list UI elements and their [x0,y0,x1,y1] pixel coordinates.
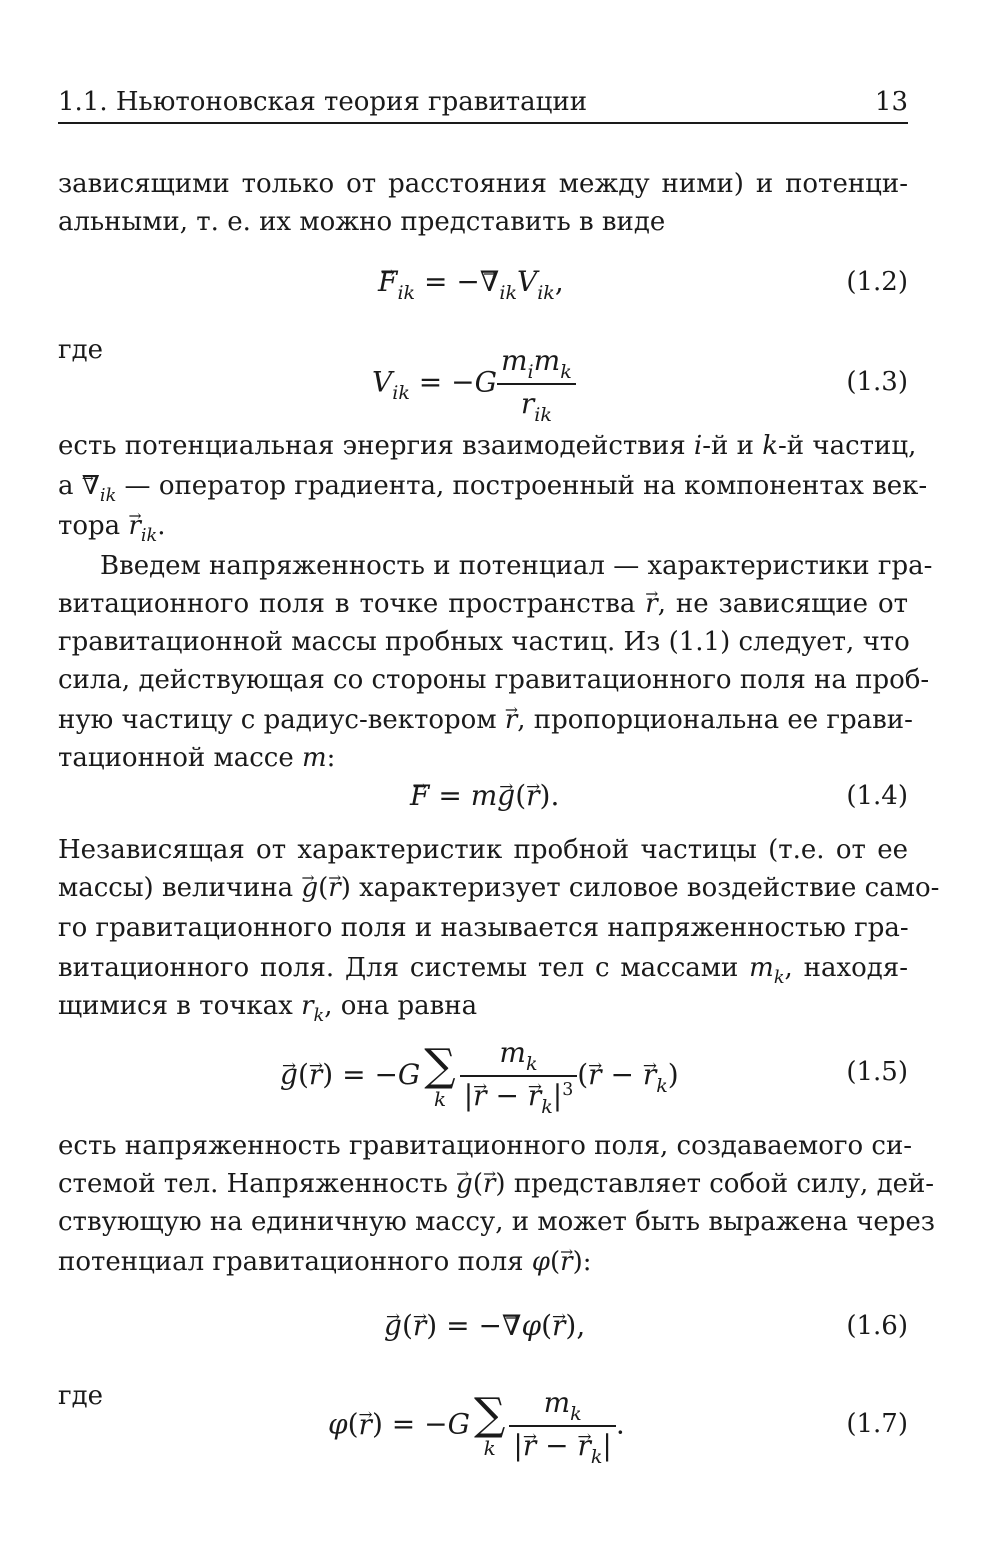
text-line: есть потенциальная энергия взаимодействия i-й и k-й частиц, [58,431,917,461]
equation-number: (1.2) [846,267,908,297]
running-title: 1.1. Ньютоновская теория гравитации [58,87,588,117]
equation-1-4: → F = m→ g(→ r). [410,776,559,816]
text-line: есть напряженность гравитационного поля, создаваемого си- [58,1131,913,1161]
text-line: Введем напряженность и потенциал — характеристики гра- [100,551,933,581]
text-line: зависящими только от расстояния между ними) и потенци- [58,169,908,199]
equation-1-7: φ(→ r) = −G ∑ k $\frac{m_k}{|\to r - \to r_k|}$ . [328,1386,625,1466]
equation-number: (1.6) [846,1311,908,1341]
equation-1-3: $V_{ik} = -G$ $\frac{m_im_k}{r_{ik}}$ [372,344,576,424]
text-line: где [58,335,104,365]
text-line: щимися в точках $r_k$, она равна [58,991,478,1027]
text-line: Независящая от характеристик пробной частицы (т.е. от ее [58,835,908,865]
text-line: потенциал гравитационного поля φ(→ r): [58,1244,908,1280]
equation-1-5: → g(→ r) = −G ∑ k $\frac{m_k}{|\to r - \to r_k|^3}$ (→ r − → $r_k$) [280,1036,679,1117]
text-line: $а \to \nabla_{ik}$ — оператор градиента, построенный на компонентах век- [58,468,908,507]
text-line: тационной массе m: [58,743,336,773]
text-line: витационного поля. Для системы тел с массами $m_k$, находя- [58,953,908,989]
equation-number: (1.4) [846,781,908,811]
text-line: альными, т. е. их можно представить в виде [58,207,666,237]
text-line: где [58,1381,104,1411]
running-head [58,84,908,120]
text-line: ную частицу с радиус-вектором → r, пропорциональна ее грави- [58,702,908,738]
text-line: витационного поля в точке пространства → r, не зависящие от [58,586,908,622]
text-line: сила, действующая со стороны гравитационного поля на проб- [58,665,930,695]
text-line: стемой тел. Напряженность → g(→ r) представляет собой силу, дей- [58,1166,908,1202]
text-line: ствующую на единичную массу, и может быть выражена через [58,1207,935,1237]
equation-number: (1.5) [846,1057,908,1087]
text-line: массы) величина → g(→ r) характеризует силовое воздействие само- [58,870,908,906]
header-rule [58,122,908,124]
equation-1-6: → g(→ r) = −→ ∇φ(→ r), [384,1306,585,1346]
equation-number: (1.3) [846,367,908,397]
equation-number: (1.7) [846,1409,908,1439]
text-line: го гравитационного поля и называется напряженностью гра- [58,913,909,943]
equation-1-2: → $F_{ik}$ = −→ $\nabla_{ik}V_{ik}$, [378,262,564,305]
text-line: тора → $r_{ik}$. [58,508,908,547]
page-number: 13 [874,87,908,117]
text-line: гравитационной массы пробных частиц. Из (1.1) следует, что [58,627,910,657]
